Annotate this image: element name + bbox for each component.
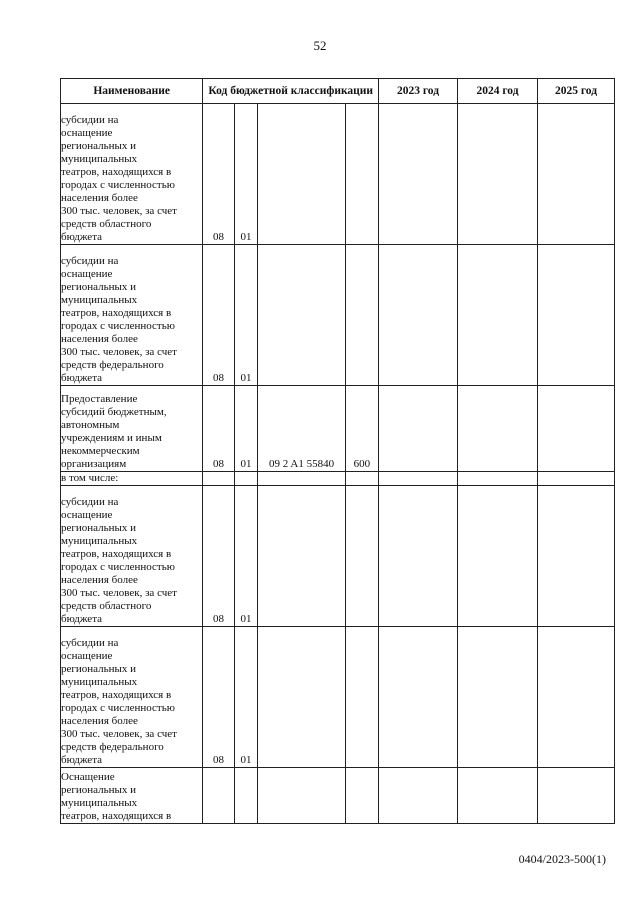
row-subsection: 01 — [234, 486, 258, 627]
row-subsection — [234, 768, 258, 824]
row-2023 — [379, 104, 458, 245]
row-2024 — [458, 245, 538, 386]
row-subsection — [234, 472, 258, 486]
row-2024 — [458, 627, 538, 768]
row-2024 — [458, 104, 538, 245]
row-target — [258, 768, 345, 824]
row-target: 09 2 A1 55840 — [258, 386, 345, 472]
row-2024 — [458, 386, 538, 472]
row-name: Оснащение региональных и муниципальных театров, находящихся в — [61, 768, 203, 824]
header-2023: 2023 год — [379, 79, 458, 104]
row-name: Предоставление субсидий бюджетным, автономным учреждениям и иным некоммерческим организациям — [61, 386, 203, 472]
row-2023 — [379, 627, 458, 768]
row-expense-type — [345, 245, 378, 386]
header-code: Код бюджетной классификации — [203, 79, 379, 104]
row-name: субсидии на оснащение региональных и муниципальных театров, находящихся в городах с численностью населения более 300 тыс. человек, за счет средств областного бюджета — [61, 486, 203, 627]
row-subsection: 01 — [234, 627, 258, 768]
row-name: субсидии на оснащение региональных и муниципальных театров, находящихся в городах с численностью населения более 300 тыс. человек, за счет средств федерального бюджета — [61, 627, 203, 768]
row-2025 — [538, 245, 615, 386]
table-row — [61, 768, 615, 824]
row-subsection: 01 — [234, 104, 258, 245]
header-2025: 2025 год — [538, 79, 615, 104]
row-subsection: 01 — [234, 386, 258, 472]
row-target — [258, 472, 345, 486]
budget-table — [60, 78, 615, 824]
row-2023 — [379, 486, 458, 627]
row-expense-type — [345, 472, 378, 486]
table-row — [61, 627, 615, 768]
header-name: Наименование — [61, 79, 203, 104]
row-target — [258, 627, 345, 768]
row-section: 08 — [203, 245, 234, 386]
row-2025 — [538, 472, 615, 486]
row-2024 — [458, 472, 538, 486]
row-expense-type: 600 — [345, 386, 378, 472]
row-expense-type — [345, 104, 378, 245]
table-row — [61, 245, 615, 386]
table-row — [61, 104, 615, 245]
row-section: 08 — [203, 486, 234, 627]
row-section — [203, 768, 234, 824]
row-2023 — [379, 245, 458, 386]
table-row — [61, 486, 615, 627]
row-2025 — [538, 627, 615, 768]
row-target — [258, 486, 345, 627]
row-section: 08 — [203, 627, 234, 768]
row-2024 — [458, 768, 538, 824]
table-row — [61, 472, 615, 486]
row-2025 — [538, 486, 615, 627]
row-section — [203, 472, 234, 486]
page-number: 52 — [313, 38, 327, 53]
row-name: субсидии на оснащение региональных и муниципальных театров, находящихся в городах с численностью населения более 300 тыс. человек, за счет средств областного бюджета — [61, 104, 203, 245]
row-target — [258, 104, 345, 245]
row-subsection: 01 — [234, 245, 258, 386]
row-section: 08 — [203, 104, 234, 245]
row-section: 08 — [203, 386, 234, 472]
row-2025 — [538, 768, 615, 824]
row-name: в том числе: — [61, 472, 203, 486]
row-name: субсидии на оснащение региональных и муниципальных театров, находящихся в городах с численностью населения более 300 тыс. человек, за счет средств федерального бюджета — [61, 245, 203, 386]
row-expense-type — [345, 627, 378, 768]
row-2025 — [538, 104, 615, 245]
row-2023 — [379, 386, 458, 472]
table-row — [61, 386, 615, 472]
row-expense-type — [345, 768, 378, 824]
table-header-row — [61, 79, 615, 104]
row-2024 — [458, 486, 538, 627]
header-2024: 2024 год — [458, 79, 538, 104]
document-id: 0404/2023-500(1) — [518, 852, 606, 866]
row-expense-type — [345, 486, 378, 627]
row-2023 — [379, 472, 458, 486]
row-2023 — [379, 768, 458, 824]
row-2025 — [538, 386, 615, 472]
row-target — [258, 245, 345, 386]
